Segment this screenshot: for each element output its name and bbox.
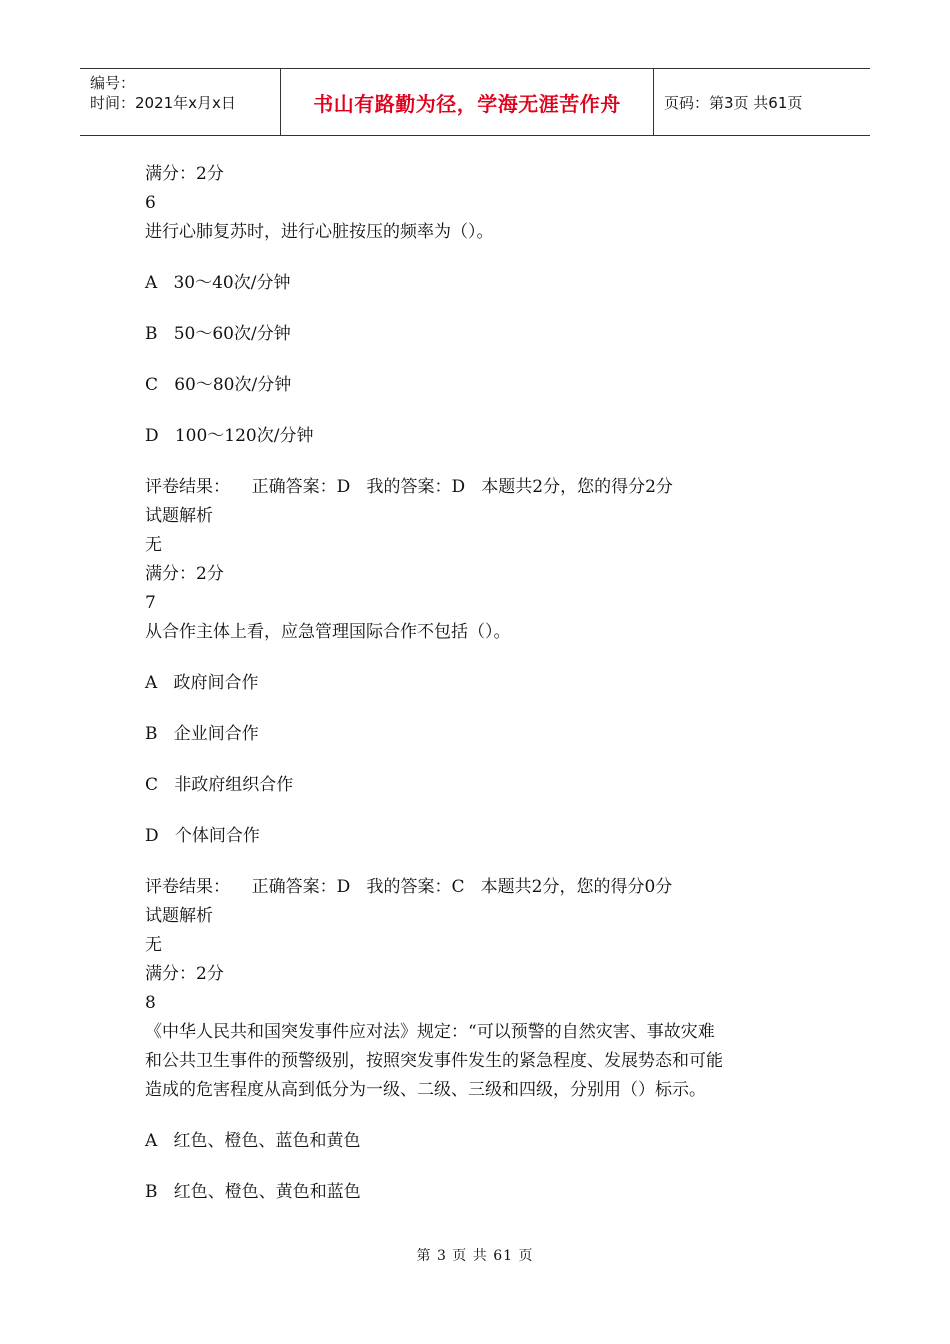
- question-text: 从合作主体上看，应急管理国际合作不包括（）。: [145, 622, 511, 642]
- document-body: [145, 160, 825, 1207]
- option-b: B 50～60次/分钟: [145, 324, 291, 344]
- header-meta: [80, 69, 281, 135]
- header-date-label: 时间：2021年x月x日: [90, 94, 236, 112]
- question-text-line: 和公共卫生事件的预警级别，按照突发事件发生的紧急程度、发展势态和可能: [145, 1051, 723, 1071]
- option-c: C 60～80次/分钟: [145, 375, 292, 395]
- question-number: 6: [145, 193, 156, 213]
- full-score-label: 满分：2分: [145, 964, 224, 984]
- option-c: C 非政府组织合作: [145, 775, 294, 795]
- option-a: A 30～40次/分钟: [145, 273, 291, 293]
- header-page-info: 页码：第3页 共61页: [664, 93, 803, 112]
- grading-result: 评卷结果： 正确答案：D 我的答案：C 本题共2分，您的得分0分: [145, 877, 673, 897]
- option-a: A 政府间合作: [145, 673, 259, 693]
- question-text-line: 造成的危害程度从高到低分为一级、二级、三级和四级，分别用（）标示。: [145, 1080, 706, 1100]
- analysis-label: 试题解析: [145, 906, 213, 926]
- option-b: B 企业间合作: [145, 724, 259, 744]
- question-text-line: 《中华人民共和国突发事件应对法》规定：“可以预警的自然灾害、事故灾难: [145, 1022, 715, 1042]
- page-header: [80, 68, 870, 136]
- option-b: B 红色、橙色、黄色和蓝色: [145, 1182, 361, 1202]
- header-motto: 书山有路勤为径，学海无涯苦作舟: [281, 69, 654, 135]
- option-a: A 红色、橙色、蓝色和黄色: [145, 1131, 361, 1151]
- question-text: 进行心肺复苏时，进行心脏按压的频率为（）。: [145, 222, 494, 242]
- analysis-text: 无: [145, 535, 162, 555]
- question-number: 7: [145, 593, 156, 613]
- grading-result: 评卷结果： 正确答案：D 我的答案：D 本题共2分，您的得分2分: [145, 477, 673, 497]
- full-score-label: 满分：2分: [145, 564, 224, 584]
- full-score-label: 满分：2分: [145, 164, 224, 184]
- analysis-text: 无: [145, 935, 162, 955]
- header-number-label: 编号：: [90, 74, 136, 92]
- option-d: D 100～120次/分钟: [145, 426, 314, 446]
- option-d: D 个体间合作: [145, 826, 260, 846]
- question-number: 8: [145, 993, 156, 1013]
- analysis-label: 试题解析: [145, 506, 213, 526]
- question-text: [145, 1018, 825, 1105]
- page-footer: 第 3 页 共 61 页: [416, 1248, 534, 1264]
